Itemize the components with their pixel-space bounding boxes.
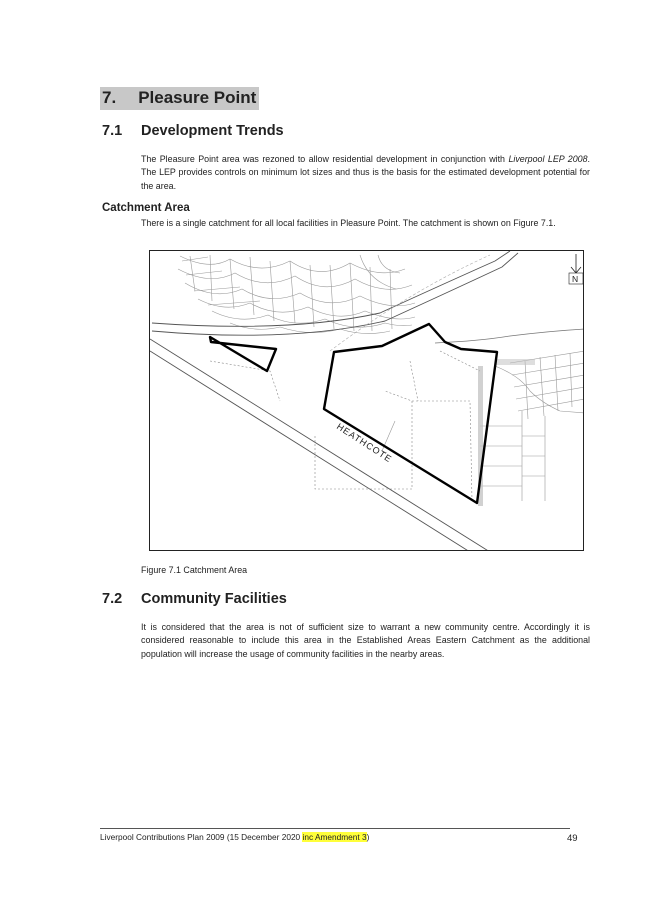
heathcote-road [150,339,490,551]
north-label: N [572,274,579,284]
section-heading [100,87,259,110]
figure-caption: Figure 7.1 Catchment Area [141,565,248,575]
residential-lots-east [480,351,584,501]
subsection-heading-7-2 [102,591,287,607]
development-trends-paragraph: The Pleasure Point area was rezoned to allow residential development in conjunction with Liverpool LEP 2008. The LEP provides controls on minimum lot sizes and thus is the basis for the estimated development potential for the area. [141,154,590,191]
amendment-highlight: inc Amendment 3 [302,832,367,842]
catchment-paragraph: There is a single catchment for all local facilities in Pleasure Point. The catchment is shown on Figure 7.1. [141,218,556,228]
subsection-number: 7.2 [102,591,123,607]
section-title: Pleasure Point [138,88,257,107]
subsection-number: 7.1 [102,123,123,139]
lep-reference: Liverpool LEP 2008 [508,154,588,164]
residential-lots-northwest [178,255,415,334]
road-label: HEATHCOTE [334,421,394,465]
community-facilities-paragraph: It is considered that the area is not of sufficient size to warrant a new community centre. Accordingly it is considered reasonable to include this area in the Established Areas Eastern Catchment as the additional population will increase the usage of community facilities in the nearby areas. [141,622,590,659]
footer-text: Liverpool Contributions Plan 2009 (15 December 2020 inc Amendment 3) [100,832,370,842]
subsection-title: Development Trends [141,123,284,139]
page-number: 49 [567,833,578,844]
subsection-heading-7-1 [102,123,284,139]
catchment-boundary-west [210,337,276,371]
catchment-heading: Catchment Area [102,202,190,214]
catchment-map [149,250,584,551]
section-number: 7. [102,88,117,107]
north-arrow-icon [569,254,583,284]
subsection-title: Community Facilities [141,591,287,607]
footer-divider [100,828,570,829]
